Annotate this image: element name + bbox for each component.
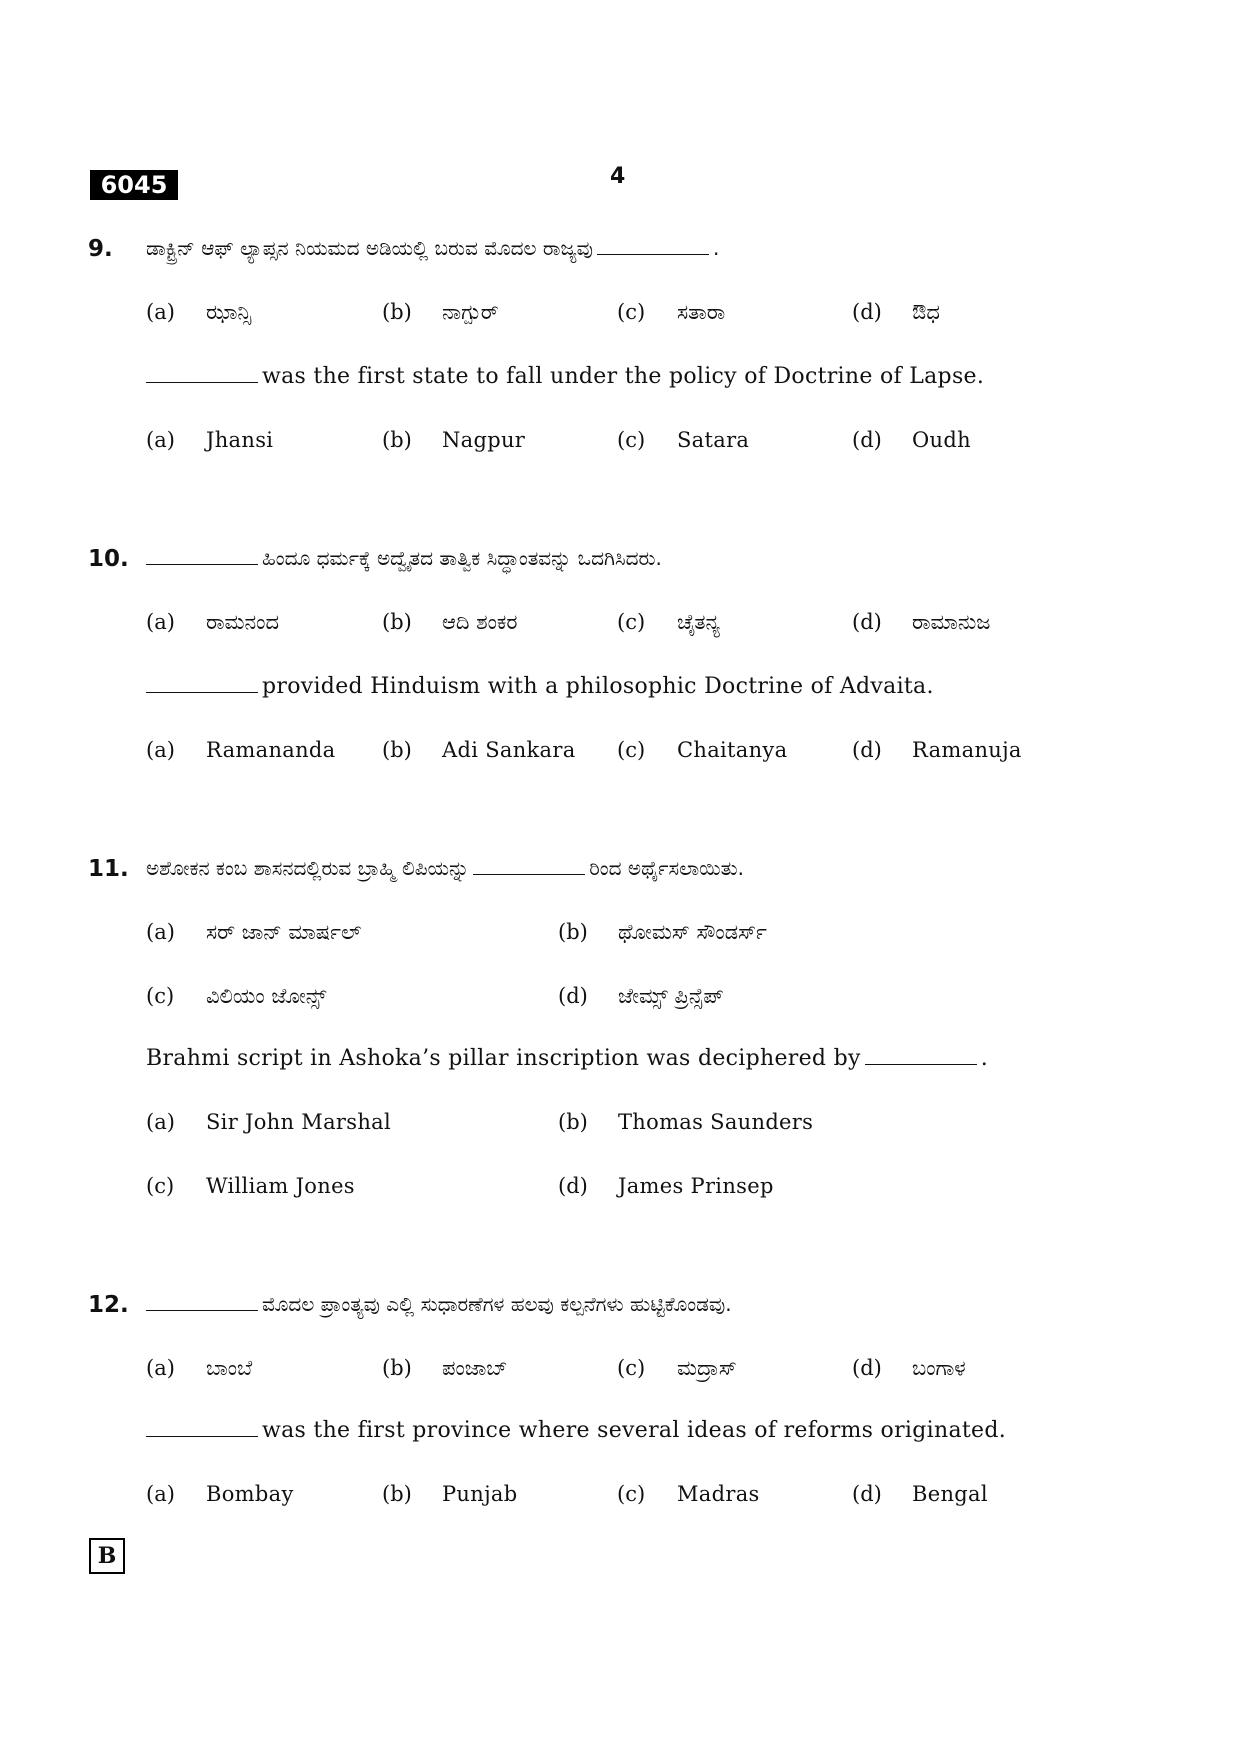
question-text-kannada: ಡಾಕ್ಟ್ರಿನ್ ಆಫ್ ಲ್ಯಾಪ್ಸನ ನಿಯಮದ ಅಡಿಯಲ್ಲಿ ಬರುವ ಮೊದಲ ರಾಜ್ಯವು . <box>146 236 720 260</box>
question-text-english: was the first province where several ideas of reforms originated. <box>146 1418 1006 1443</box>
option-a: (a) ರಾಮನಂದ <box>146 610 280 634</box>
option-b: (b) ಆದಿ ಶಂಕರ <box>382 610 518 634</box>
option-d: (d) ಬಂಗಾಳ <box>852 1356 966 1380</box>
answer-blank <box>146 380 258 383</box>
question-text-english: provided Hinduism with a philosophic Doctrine of Advaita. <box>146 674 934 699</box>
option-d-english: (d) Bengal <box>852 1482 988 1506</box>
option-b-english: (b) Adi Sankara <box>382 738 576 762</box>
question-text-kannada: ಮೊದಲ ಪ್ರಾಂತ್ಯವು ಎಲ್ಲಿ ಸುಧಾರಣೆಗಳ ಹಲವು ಕಲ್ಪನೆಗಳು ಹುಟ್ಟಿಕೊಂಡವು. <box>146 1292 732 1316</box>
booklet-series-box: B <box>89 1538 125 1574</box>
answer-blank <box>597 252 709 255</box>
page-number: 4 <box>610 164 626 189</box>
option-a-english: (a) Bombay <box>146 1482 294 1506</box>
option-c-english: (c) Satara <box>617 428 750 452</box>
option-b: (b) ಪಂಜಾಬ್ <box>382 1356 508 1380</box>
answer-blank <box>146 1434 258 1437</box>
option-d: (d) ರಾಮಾನುಜ <box>852 610 991 634</box>
answer-blank <box>146 690 258 693</box>
question-text-english: was the first state to fall under the policy of Doctrine of Lapse. <box>146 364 984 389</box>
answer-blank <box>473 872 585 875</box>
question-number: 12. <box>88 1292 129 1318</box>
option-b: (b) ಥೋಮಸ್ ಸೌಂಡರ್ಸ್ <box>558 920 767 944</box>
option-c: (c) ವಿಲಿಯಂ ಜೋನ್ಸ್ <box>146 984 327 1008</box>
option-c-english: (c) Madras <box>617 1482 760 1506</box>
question-text-kannada: ಹಿಂದೂ ಧರ್ಮಕ್ಕೆ ಅದ್ವೈತದ ತಾತ್ವಿಕ ಸಿದ್ಧಾಂತವನ್ನು ಒದಗಿಸಿದರು. <box>146 546 662 570</box>
option-a-english: (a) Sir John Marshal <box>146 1110 392 1134</box>
question-text-english: Brahmi script in Ashoka’s pillar inscription was deciphered by . <box>146 1046 988 1071</box>
option-d-english: (d) James Prinsep <box>558 1174 774 1198</box>
option-d-english: (d) Oudh <box>852 428 971 452</box>
option-d: (d) ಜೇಮ್ಸ್ ಪ್ರಿನ್ಸೆಪ್ <box>558 984 724 1008</box>
option-c-english: (c) Chaitanya <box>617 738 788 762</box>
option-c-english: (c) William Jones <box>146 1174 355 1198</box>
paper-code-badge: 6045 <box>90 170 178 200</box>
answer-blank <box>146 562 258 565</box>
option-d-english: (d) Ramanuja <box>852 738 1022 762</box>
answer-blank <box>865 1062 977 1065</box>
option-b-english: (b) Punjab <box>382 1482 518 1506</box>
answer-blank <box>146 1308 258 1311</box>
option-c: (c) ಚೈತನ್ಯ <box>617 610 721 634</box>
question-number: 10. <box>88 546 129 572</box>
option-a-english: (a) Ramananda <box>146 738 336 762</box>
question-text-kannada: ಅಶೋಕನ ಕಂಬ ಶಾಸನದಲ್ಲಿರುವ ಬ್ರಾಹ್ಮಿ ಲಿಪಿಯನ್ನು ರಿಂದ ಅರ್ಥೈಸಲಾಯಿತು. <box>146 856 744 880</box>
option-b-english: (b) Thomas Saunders <box>558 1110 814 1134</box>
option-c: (c) ಮದ್ರಾಸ್ <box>617 1356 737 1380</box>
option-c: (c) ಸತಾರಾ <box>617 300 726 324</box>
question-number: 11. <box>88 856 129 882</box>
option-b: (b) ನಾಗ್ಪುರ್ <box>382 300 499 324</box>
option-b-english: (b) Nagpur <box>382 428 526 452</box>
option-d: (d) ಔಧ <box>852 300 940 324</box>
option-a: (a) ಝಾನ್ಸಿ <box>146 300 252 324</box>
question-number: 9. <box>88 236 113 262</box>
option-a: (a) ಬಾಂಬೆ <box>146 1356 253 1380</box>
option-a: (a) ಸರ್ ಜಾನ್ ಮಾರ್ಷಲ್ <box>146 920 362 944</box>
option-a-english: (a) Jhansi <box>146 428 274 452</box>
